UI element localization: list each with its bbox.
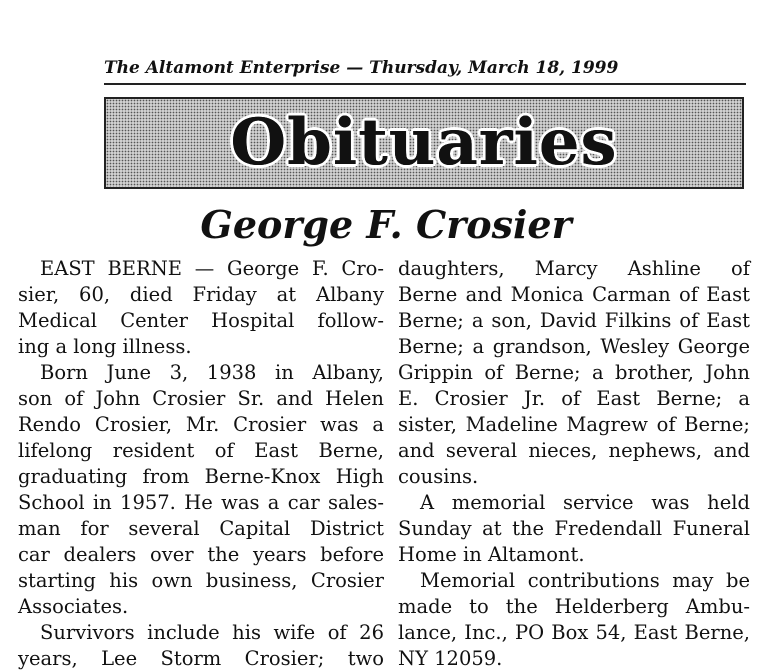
text-line: Sunday at the Fredendall Funeral: [398, 517, 750, 540]
text-line: sier, 60, died Friday at Albany: [18, 283, 384, 306]
text-line: E. Crosier Jr. of East Berne; a: [398, 387, 750, 410]
masthead-line: The Altamont Enterprise — Thursday, March 18, 1999: [104, 58, 619, 78]
section-title: Obituaries: [230, 105, 618, 180]
text-line: Associates.: [18, 595, 129, 618]
text-line: lifelong resident of East Berne,: [18, 439, 384, 462]
left-column: [18, 256, 384, 672]
text-line: A memorial service was held: [420, 491, 750, 514]
text-line: and several nieces, nephews, and: [398, 439, 750, 462]
text-line: lance, Inc., PO Box 54, East Berne,: [398, 621, 750, 644]
text-line: Berne; a grandson, Wesley George: [398, 335, 750, 358]
section-banner: [104, 97, 744, 189]
text-line: EAST BERNE — George F. Cro-: [40, 257, 384, 280]
right-column: [398, 256, 750, 672]
text-line: cousins.: [398, 465, 479, 488]
text-line: Berne and Monica Carman of East: [398, 283, 750, 306]
text-line: Berne; a son, David Filkins of East: [398, 309, 750, 332]
text-line: man for several Capital District: [18, 517, 384, 540]
text-line: Home in Altamont.: [398, 543, 585, 566]
masthead-rule: [104, 83, 746, 85]
text-line: Rendo Crosier, Mr. Crosier was a: [18, 413, 384, 436]
text-line: School in 1957. He was a car sales-: [18, 491, 384, 514]
text-line: starting his own business, Crosier: [18, 569, 384, 592]
text-line: daughters, Marcy Ashline of: [398, 257, 750, 280]
text-line: sister, Madeline Magrew of Berne;: [398, 413, 750, 436]
text-line: Survivors include his wife of 26: [40, 621, 384, 644]
text-line: NY 12059.: [398, 647, 503, 670]
text-line: son of John Crosier Sr. and Helen: [18, 387, 384, 410]
text-line: Grippin of Berne; a brother, John: [398, 361, 750, 384]
text-line: car dealers over the years before: [18, 543, 384, 566]
text-line: Born June 3, 1938 in Albany,: [40, 361, 384, 384]
text-line: ing a long illness.: [18, 335, 192, 358]
obituary-name: George F. Crosier: [200, 202, 572, 247]
text-line: graduating from Berne-Knox High: [18, 465, 384, 488]
text-line: Medical Center Hospital follow-: [18, 309, 384, 332]
text-line: made to the Helderberg Ambu-: [398, 595, 750, 618]
text-line: years, Lee Storm Crosier; two: [18, 647, 384, 670]
text-line: Memorial contributions may be: [420, 569, 750, 592]
